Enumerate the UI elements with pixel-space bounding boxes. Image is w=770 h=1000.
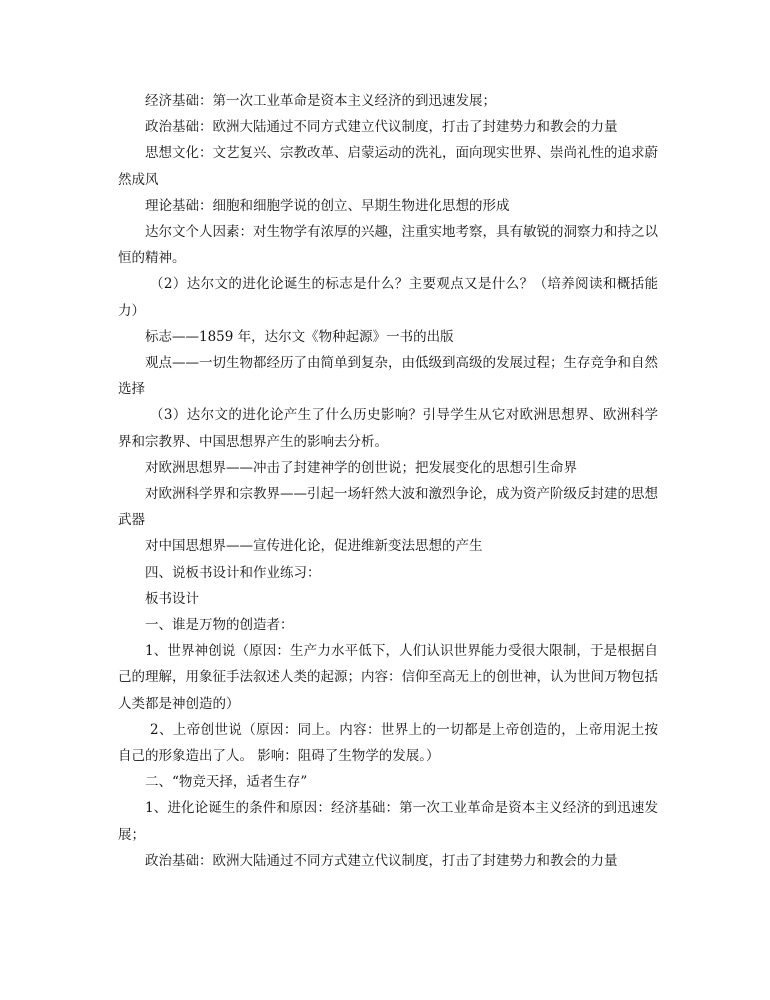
paragraph-political-basis: 政治基础：欧洲大陆通过不同方式建立代议制度，打击了封建势力和教会的力量 [145,119,618,136]
section-heading-board-design: 四、说板书设计和作业练习： [145,564,321,581]
paragraph-question-2: （2）达尔文的进化论诞生的标志是什么？主要观点又是什么？（培养阅读和概括能力） [118,276,658,319]
paragraph-economic-basis: 经济基础：第一次工业革命是资本主义经济的到迅速发展； [145,93,496,109]
paragraph-theory-basis: 理论基础：细胞和细胞学说的创立、早期生物进化思想的形成 [145,197,510,214]
paragraph-evolution-conditions: 1、进化论诞生的条件和原因：经济基础：第一次工业革命是资本主义经济的到迅速发展； [118,800,658,843]
paragraph-europe-science-religion: 对欧洲科学界和宗教界——引起一场轩然大波和激烈争论，成为资产阶级反封建的思想武器 [118,486,658,529]
paragraph-europe-thought: 对欧洲思想界——冲击了封建神学的创世说；把发展变化的思想引生命界 [145,459,577,476]
paragraph-question-3: （3）达尔文的进化论产生了什么历史影响？引导学生从它对欧洲思想界、欧洲科学界和宗教界、中国思想界产生的影响去分析。 [118,407,658,450]
paragraph-god-creation: 2、上帝创世说（原因：同上。内容：世界上的一切都是上帝创造的，上帝用泥土按自己的形象造出了人。 影响：阻碍了生物学的发展。） [118,721,658,765]
paragraph-world-creation: 1、世界神创说（原因：生产力水平低下，人们认识世界能力受很大限制，于是根据自己的理解，用象征手法叙述人类的起源；内容：信仰至高无上的创世神，认为世间万物包括人类都是神创造的） [118,643,658,712]
paragraph-board-design: 板书设计 [145,590,199,607]
paragraph-viewpoint: 观点——一切生物都经历了由简单到复杂，由低级到高级的发展过程；生存竞争和自然选择 [118,355,658,398]
document-body [118,88,658,874]
paragraph-darwin-personal: 达尔文个人因素：对生物学有浓厚的兴趣，注重实地考察，具有敏锐的洞察力和持之以恒的精神。 [118,224,658,267]
heading-natural-selection: 二、“物竞天择，适者生存” [145,774,308,791]
heading-creator: 一、谁是万物的创造者： [145,617,294,634]
paragraph-sign: 标志——1859 年，达尔文《物种起源》一书的出版 [145,328,454,345]
paragraph-political-basis-repeat: 政治基础：欧洲大陆通过不同方式建立代议制度，打击了封建势力和教会的力量 [145,852,618,869]
paragraph-china-thought: 对中国思想界——宣传进化论，促进维新变法思想的产生 [145,538,483,555]
paragraph-thought-culture: 思想文化：文艺复兴、宗教改革、启蒙运动的洗礼，面向现实世界、崇尚礼性的追求蔚然成风 [118,145,658,188]
